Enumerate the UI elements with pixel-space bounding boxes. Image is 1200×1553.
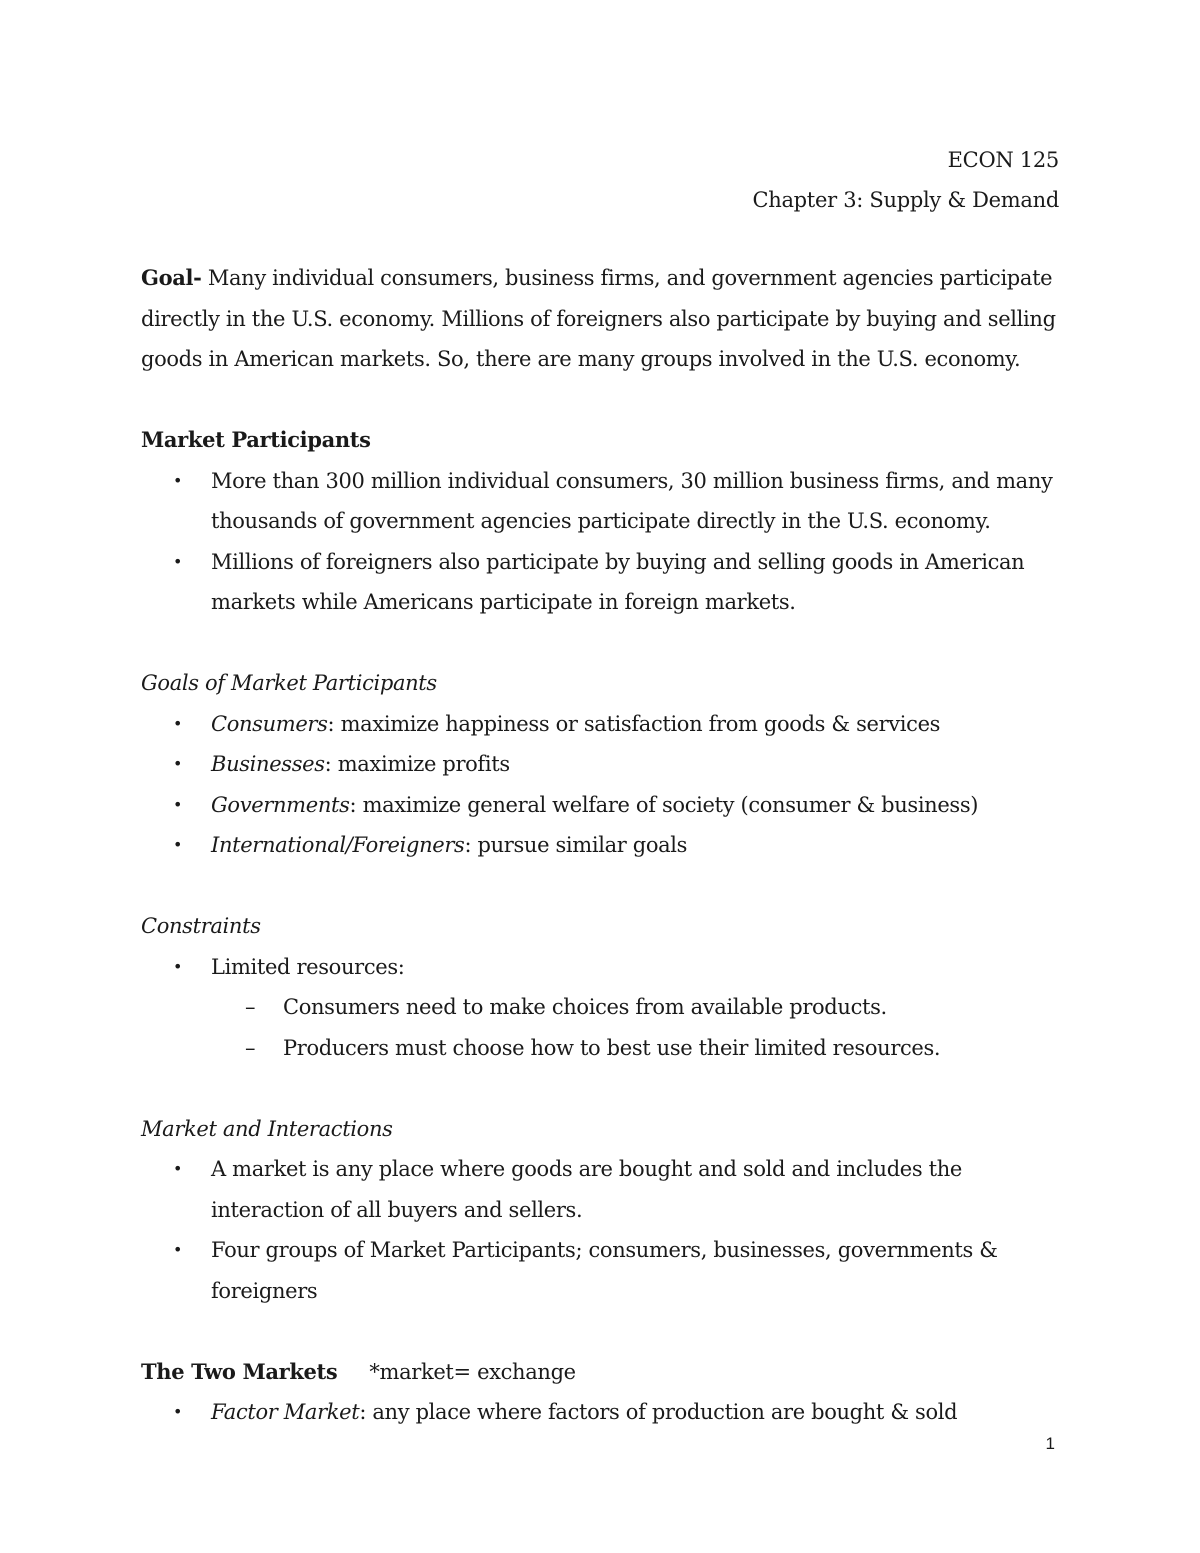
bullet-icon: • [173, 470, 183, 490]
bullet-icon: • [173, 835, 183, 854]
list-item-text: : maximize profits [324, 752, 510, 776]
list-item-term: Factor Market [211, 1400, 360, 1424]
list-item [141, 1149, 1061, 1230]
section-heading-market-participants: Market Participants [141, 427, 371, 452]
sublist-item [211, 1028, 1061, 1069]
market-participants-list [141, 461, 1061, 623]
spacer [141, 380, 1061, 421]
section-heading-two-markets: The Two Markets [141, 1358, 338, 1384]
list-item-text: : any place where factors of production are bought & sold [359, 1400, 958, 1424]
market-definition-note: *market= exchange [369, 1359, 576, 1384]
constraints-sublist [211, 987, 1061, 1068]
bullet-icon: • [173, 956, 183, 976]
list-item-text: Millions of foreigners also participate by buying and selling goods in American markets while Americans participate in foreign markets. [211, 549, 1025, 614]
bullet-icon: • [173, 794, 183, 814]
sublist-item-text: Consumers need to make choices from available products. [283, 995, 887, 1019]
list-item [141, 461, 1061, 542]
list-item [141, 1392, 1061, 1433]
market-interactions-list [141, 1149, 1061, 1311]
dash-icon: – [245, 1035, 256, 1060]
goal-label: Goal- [141, 265, 202, 290]
goals-list [141, 704, 1061, 866]
list-item [141, 1230, 1061, 1311]
list-item [141, 704, 1061, 745]
list-item-text: A market is any place where goods are bought and sold and includes the interaction of all buyers and sellers. [211, 1157, 962, 1222]
bullet-icon: • [173, 1240, 183, 1259]
list-item-text: : pursue similar goals [464, 833, 688, 857]
spacer [141, 623, 1061, 664]
list-item-term: Businesses [211, 752, 325, 776]
list-item-term: International/Foreigners [211, 833, 465, 857]
spacer [141, 1068, 1061, 1109]
section-heading-two-markets-row [141, 1352, 1061, 1393]
course-code: ECON 125 [947, 148, 1059, 172]
list-item-text: More than 300 million individual consumers, 30 million business firms, and many thousands of government agencies participate directly in the U.S. economy. [211, 468, 1053, 533]
list-item [141, 785, 1061, 826]
bullet-icon: • [173, 1159, 183, 1178]
list-item-text: : maximize general welfare of society (consumer & business) [349, 792, 979, 817]
bullet-icon: • [173, 551, 183, 571]
document-body [141, 258, 1061, 1433]
list-item [141, 542, 1061, 623]
bullet-icon: • [173, 754, 183, 773]
list-item-term: Governments [211, 792, 350, 817]
goal-paragraph [141, 258, 1061, 380]
page-number: 1 [1045, 1434, 1055, 1453]
section-heading-goals: Goals of Market Participants [141, 671, 437, 695]
sublist-item-text: Producers must choose how to best use their limited resources. [283, 1035, 941, 1060]
list-item-term: Consumers [211, 711, 328, 736]
list-item-text: Four groups of Market Participants; consumers, businesses, governments & foreigners [211, 1238, 998, 1303]
list-item-text: Limited resources: [211, 954, 405, 979]
constraints-list [141, 947, 1061, 1069]
section-heading-market-interactions: Market and Interactions [141, 1116, 393, 1141]
section-heading-constraints: Constraints [141, 914, 261, 938]
bullet-icon: • [173, 713, 183, 733]
document-header [752, 140, 1059, 220]
bullet-icon: • [173, 1402, 183, 1421]
list-item [141, 947, 1061, 1069]
spacer [141, 866, 1061, 907]
list-item-text: : maximize happiness or satisfaction from goods & services [327, 711, 941, 736]
two-markets-list [141, 1392, 1061, 1433]
goal-text: Many individual consumers, business firms, and government agencies participate directly in the U.S. economy. Millions of foreigners also participate by buying and selling goods in American markets. So, there are many groups involved in the U.S. economy. [141, 266, 1056, 371]
sublist-item [211, 987, 1061, 1028]
list-item [141, 825, 1061, 866]
chapter-title: Chapter 3: Supply & Demand [752, 188, 1059, 212]
spacer [141, 1311, 1061, 1352]
list-item [141, 744, 1061, 785]
dash-icon: – [245, 995, 256, 1019]
